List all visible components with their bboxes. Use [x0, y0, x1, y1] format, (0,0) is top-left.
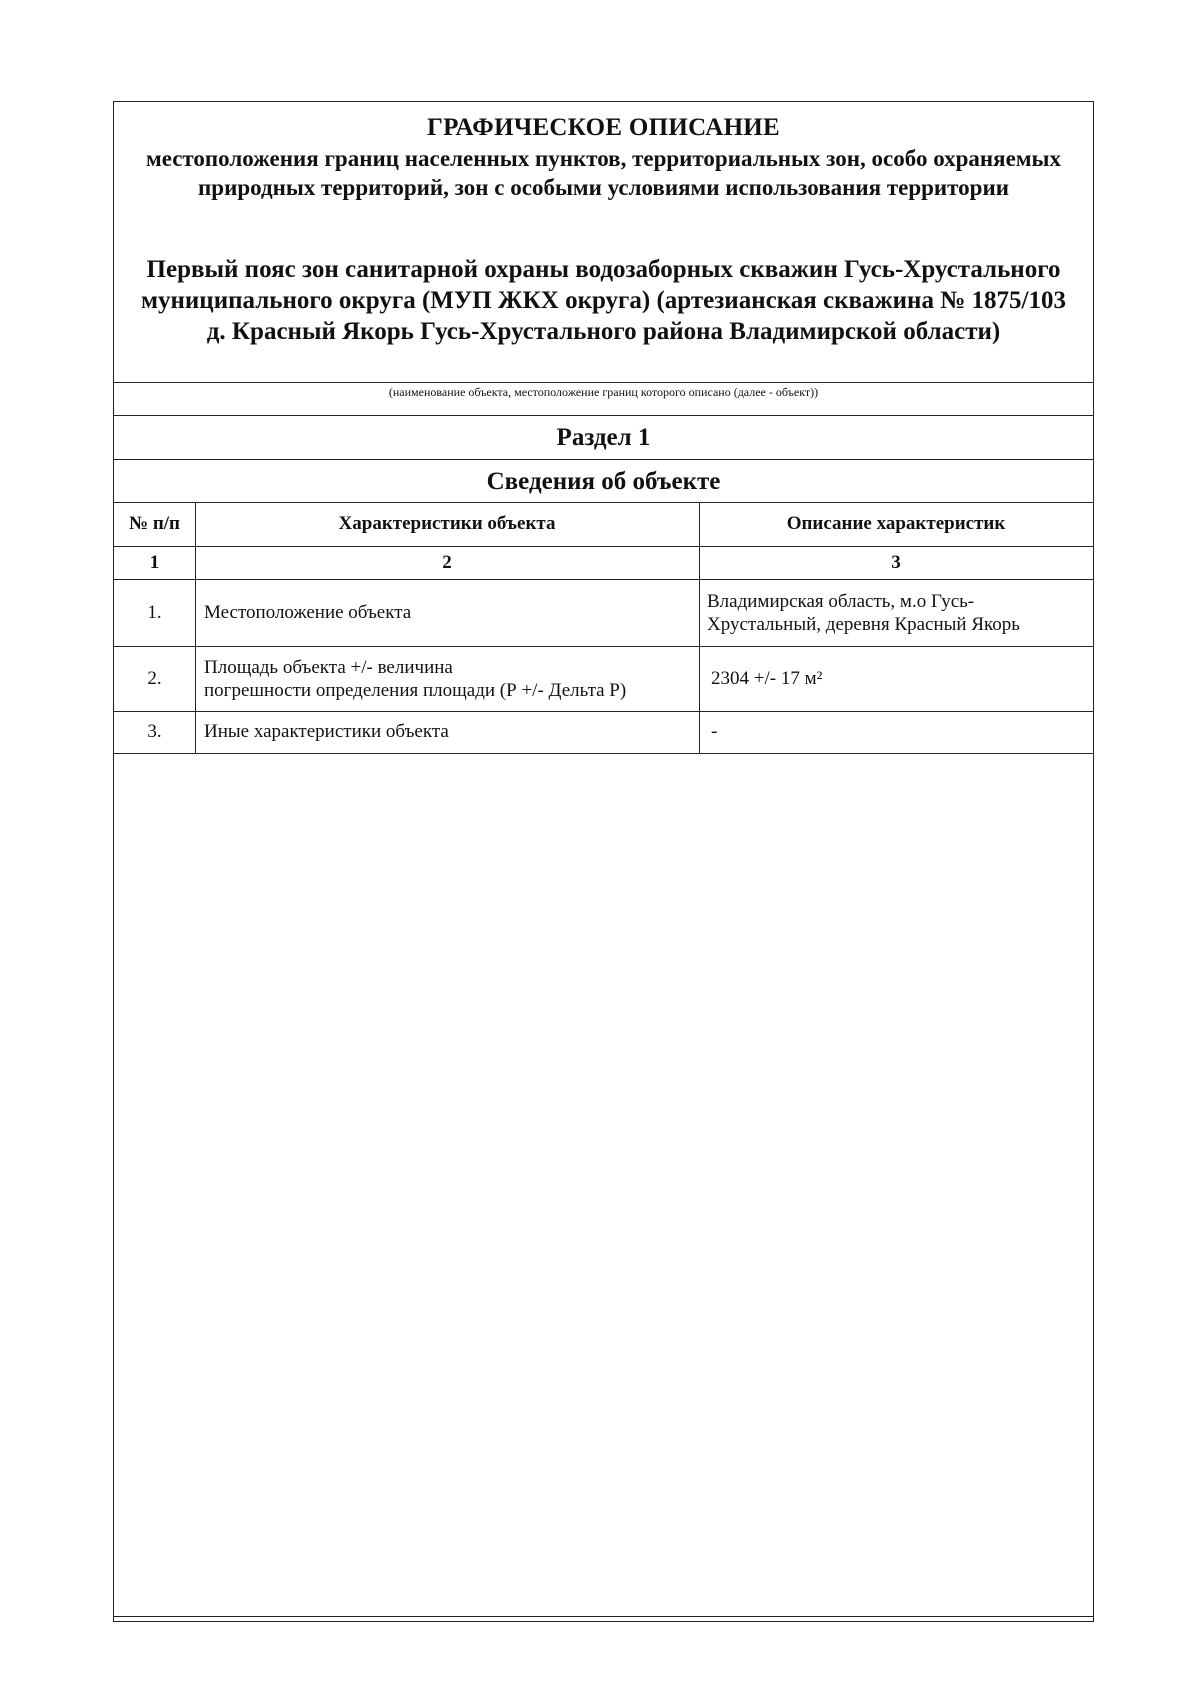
table-row-3-num: 3.	[147, 721, 162, 742]
divider-object-name	[114, 382, 1093, 383]
table-row-2-description: 2304 +/- 17 м²	[711, 667, 823, 689]
table-header-num: № п/п	[128, 513, 181, 534]
table-colnum-3: 3	[891, 551, 901, 573]
document-frame	[113, 101, 1094, 1622]
table-header-description: Описание характеристик	[786, 513, 1006, 534]
table-row-3-characteristic: Иные характеристики объекта	[204, 721, 449, 742]
table-row-1-characteristic: Местоположение объекта	[204, 601, 412, 623]
table-row-1-description: Владимирская область, м.о Гусь- Хрустальный, деревня Красный Якорь	[707, 590, 1020, 635]
section-heading: Сведения об объекте	[486, 468, 721, 495]
object-name: Первый пояс зон санитарной охраны водозаборных скважин Гусь-Хрустального муниципального округа (МУП ЖКХ округа) (артезианская скважина № 1875/103 д. Красный Якорь Гусь-Хрустального района Владимирской области)	[140, 256, 1067, 345]
divider-caption	[114, 415, 1093, 416]
table-row-2-num: 2.	[147, 667, 162, 689]
document-subtitle: местоположения границ населенных пунктов, территориальных зон, особо охраняемых природных территорий, зон с особыми условиями использования территории	[146, 146, 1061, 200]
table-row-3-description: -	[711, 721, 718, 742]
divider-section	[114, 459, 1093, 460]
document-title: ГРАФИЧЕСКОЕ ОПИСАНИЕ	[426, 114, 781, 141]
section-title: Раздел 1	[556, 424, 651, 451]
table-row-2-characteristic: Площадь объекта +/- величина погрешности определения площади (Р +/- Дельта Р)	[204, 656, 627, 701]
object-caption: (наименование объекта, местоположение границ которого описано (далее - объект))	[388, 385, 819, 399]
table-line-row3	[114, 753, 1093, 754]
table-colnum-1: 1	[149, 551, 160, 573]
frame-bottom-double-line	[113, 1616, 1094, 1617]
table-header-characteristic: Характеристики объекта	[338, 513, 556, 534]
table-colnum-2: 2	[442, 551, 452, 573]
table-row-1-num: 1.	[147, 601, 162, 623]
